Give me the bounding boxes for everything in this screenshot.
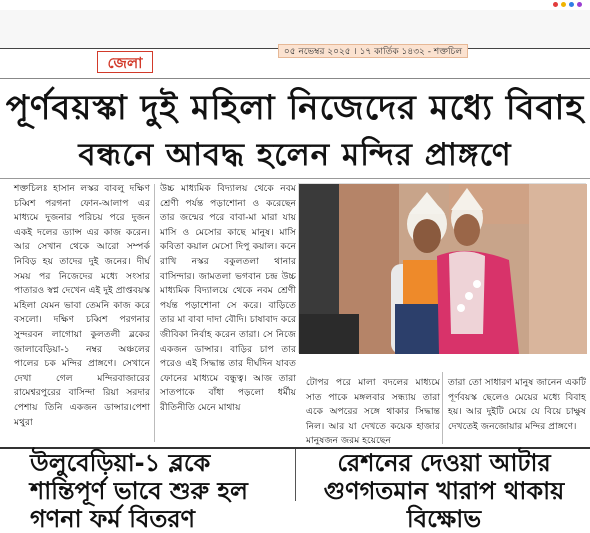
bottom-divider: [295, 449, 296, 501]
bottom-left-headline: উলুবেড়িয়া-১ ব্লকে শান্তিপূর্ণ ভাবে শুরু হল গণনা ফর্ম বিতরণ: [30, 449, 248, 533]
headline-bottom-rule: [0, 178, 590, 179]
article-column-4: তারা তো সাধারণ মানুষ জানেন একটি পূর্ণবয়স্ক ছেলেও মেয়ের মধ্যে বিবাহ হয়। আর দুইটি মেয়ে যে বিয়ে চাক্ষুষ দেখতেই জনজোয়ার মন্দির প্রাঙ্গণে।: [448, 377, 586, 432]
page-top-margin: [0, 10, 590, 48]
column-divider: [442, 372, 443, 444]
bottom-left-story: [30, 449, 292, 533]
bottom-right-headline: রেশনের দেওয়া আটার গুণগতমান খারাপ থাকায় বিক্ষোভ: [323, 449, 565, 533]
blue-dot: [569, 2, 574, 7]
article-column-2: উচ্চ মাধ্যমিক বিদ্যালয় থেকে নবম শ্রেণী পর্যন্ত পড়াশোনা ও করেছেন তার জন্মের পরে বাবা-মা মারা যায় মাসি ও মেসোর কাছে মানুষ। মাসি কবিতা কয়াল মেসো দিপু কয়াল। কনে রাখি নস্কর বকুলতলা থানার বাসিন্দার। জামতলা ভগবান চন্দ্র উচ্চ মাধ্যমিক বিদ্যালয়ে থেকে নবম শ্রেণী পর্যন্ত পড়াশোনা সে করে। বাড়িতে তার মা বাবা দাদা বৌদি। চাষাবাদ করে জীবিকা নির্বাহ করেন তারা। সে নিজে একজন ডান্সার। বাড়ির চাপ তার পরেও এই সিদ্ধান্ত তার দীর্ঘদিন যাবত ফোনের মাধ্যমে বন্ধুত্ব। আজ তারা সাতপাকে বাঁধা পড়লো ধর্মীয় রীতিনীতি মেনে মাথায়: [160, 183, 296, 413]
column-divider: [154, 184, 155, 442]
section-label: জেলা: [97, 51, 153, 73]
article-column-1: শক্তচিলঃ হাসান লস্কর বাবলু দক্ষিণ চব্বিশ পরগনা ফোন-আলাপ এর মাধ্যমে দুজনার পরিচয় পরে দুজন একই দলের ড্যান্স এর কাজ করেন। আর সেখান থেকে আরো সম্পর্ক নিবিড় হয় তাদের দুই জনের। দীর্ঘ সময় পর নিজেদের মধ্যে সংসার পাতারও স্বপ্ন দেখেন এই দুই প্রাপ্তবয়স্ক মহিলা যেমন ভাবা তেমনি কাজ করে বসলো। দক্ষিণ চব্বিশ পরগনার সুন্দরবন লাগোয়া কুলতলী ব্লকের জালাবেড়িয়া-১ নম্বর অঞ্চলের পালের চক মন্দির প্রাঙ্গণে। সেখানে দেখা গেল মন্দিরবাজারের রামেশ্বরপুরের বাসিন্দা রিয়া সরদার পেশায় তিনি একজন ডান্সার।পেশা মথুরা: [14, 183, 150, 428]
bottom-right-story: [300, 449, 588, 533]
headline-top-rule: [0, 78, 590, 79]
headline-line-2: বন্ধনে আবদ্ধ হলেন মন্দির প্রাঙ্গণে: [78, 137, 512, 173]
corner-dots: [553, 2, 582, 7]
wedding-photo: [298, 183, 586, 353]
red-dot: [553, 2, 558, 7]
article-column-3: টোপর পরে মালা বদলের মাধ্যমে সাত পাকে মঙ্গলবার সন্ধ্যায় তারা একে অপরের সঙ্গে থাকার সিদ্ধান্ত নিল। আর যা দেখতে কয়েক হাজার মানুষজন জরম হয়েছেন: [306, 377, 440, 447]
headline-line-1: পূর্ণবয়স্কা দুই মহিলা নিজেদের মধ্যে বিবাহ: [5, 88, 585, 128]
purple-dot: [577, 2, 582, 7]
dateline: ০৫ নভেম্বর ২০২৫ । ১৭ কার্তিক ১৪৩২ - শক্তচিল: [278, 44, 468, 58]
yellow-dot: [561, 2, 566, 7]
